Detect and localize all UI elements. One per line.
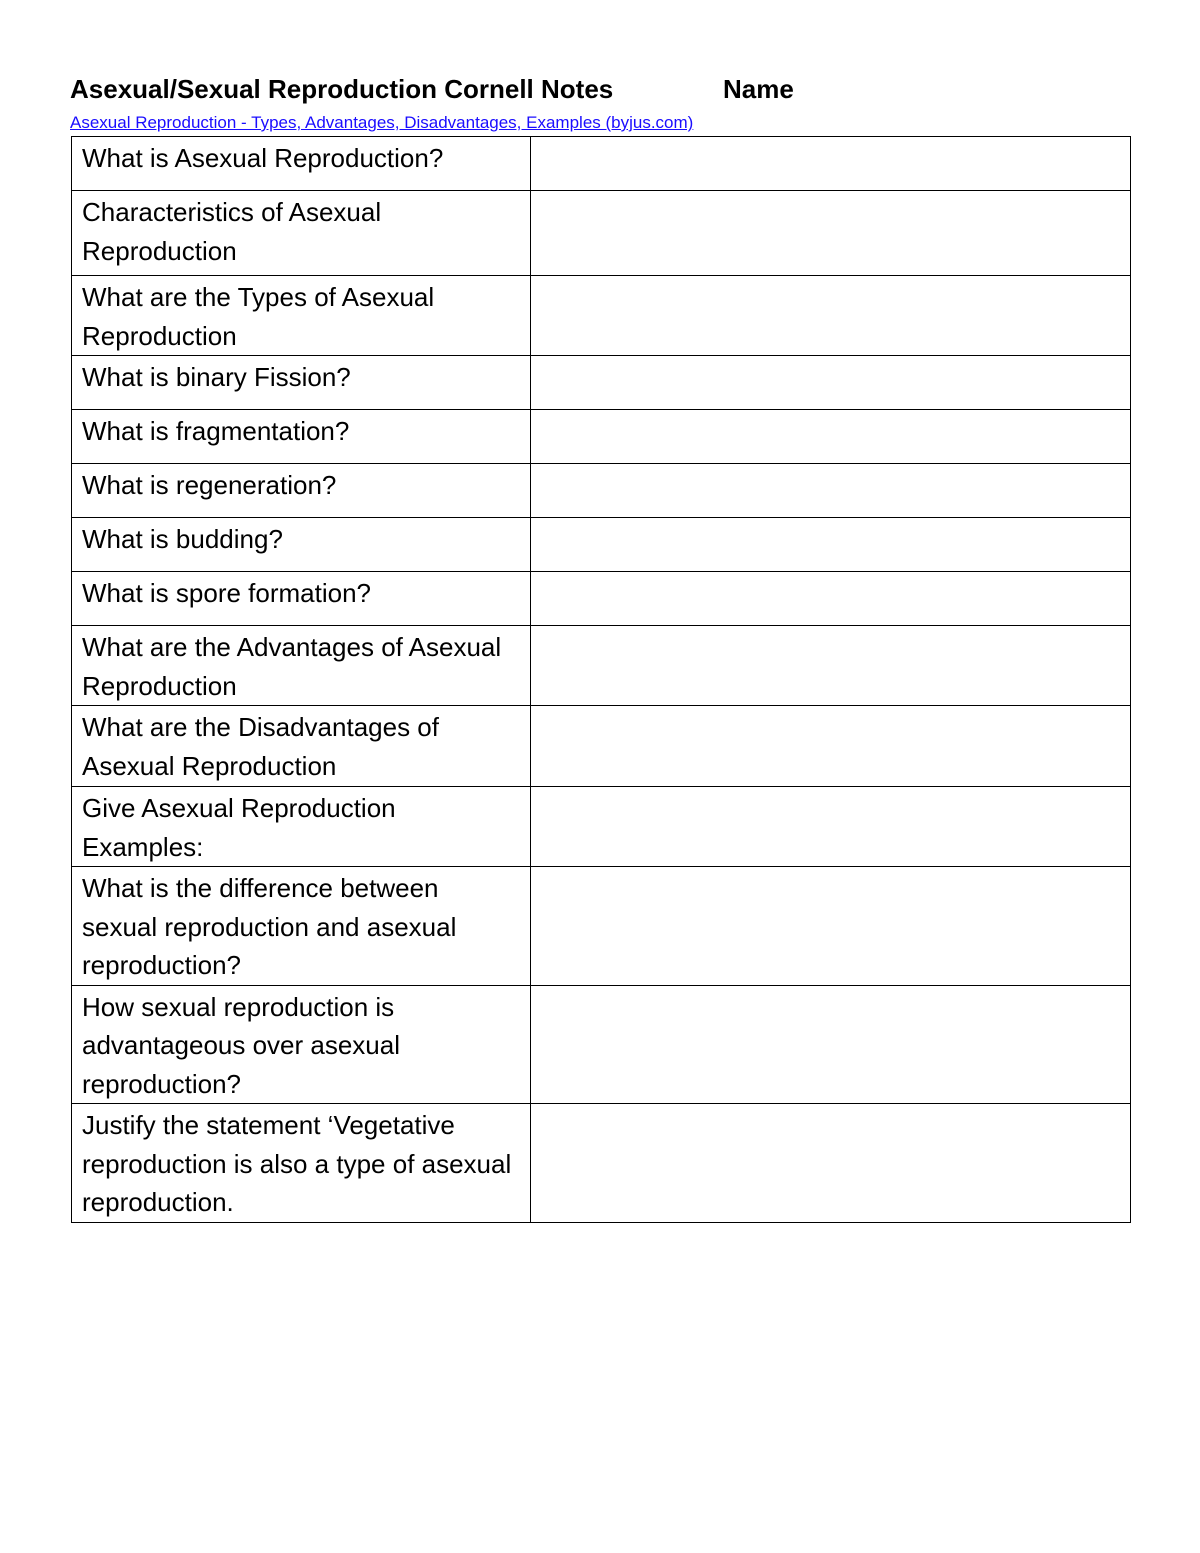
question-cell: What are the Advantages of Asexual Reproduction bbox=[72, 626, 531, 706]
question-cell: What is the difference between sexual reproduction and asexual reproduction? bbox=[72, 867, 531, 986]
table-row bbox=[72, 626, 1131, 706]
answer-cell[interactable] bbox=[531, 706, 1131, 787]
table-row bbox=[72, 356, 1131, 410]
question-cell: Justify the statement ‘Vegetative reproduction is also a type of asexual reproduction. bbox=[72, 1104, 531, 1223]
page-title: Asexual/Sexual Reproduction Cornell Notes bbox=[70, 74, 614, 104]
question-cell: What is binary Fission? bbox=[72, 356, 531, 410]
question-cell: What is spore formation? bbox=[72, 572, 531, 626]
answer-cell[interactable] bbox=[531, 867, 1131, 986]
question-cell: How sexual reproduction is advantageous over asexual reproduction? bbox=[72, 985, 531, 1104]
table-row bbox=[72, 572, 1131, 626]
answer-cell[interactable] bbox=[531, 1104, 1131, 1223]
cornell-notes-table bbox=[71, 136, 1131, 1223]
question-cell: What is fragmentation? bbox=[72, 410, 531, 464]
table-row bbox=[72, 706, 1131, 787]
table-row bbox=[72, 137, 1131, 191]
answer-cell[interactable] bbox=[531, 985, 1131, 1104]
answer-cell[interactable] bbox=[531, 518, 1131, 572]
answer-cell[interactable] bbox=[531, 787, 1131, 867]
table-row bbox=[72, 985, 1131, 1104]
table-row bbox=[72, 518, 1131, 572]
table-row bbox=[72, 787, 1131, 867]
question-cell: What is Asexual Reproduction? bbox=[72, 137, 531, 191]
question-cell: What are the Disadvantages of Asexual Reproduction bbox=[72, 706, 531, 787]
source-link[interactable]: Asexual Reproduction - Types, Advantages, Disadvantages, Examples (byjus.com) bbox=[70, 113, 694, 132]
table-row bbox=[72, 464, 1131, 518]
answer-cell[interactable] bbox=[531, 137, 1131, 191]
table-row bbox=[72, 867, 1131, 986]
answer-cell[interactable] bbox=[531, 276, 1131, 356]
table-row bbox=[72, 191, 1131, 276]
answer-cell[interactable] bbox=[531, 410, 1131, 464]
question-cell: Characteristics of Asexual Reproduction bbox=[72, 191, 531, 276]
table-row bbox=[72, 1104, 1131, 1223]
answer-cell[interactable] bbox=[531, 464, 1131, 518]
question-cell: What is regeneration? bbox=[72, 464, 531, 518]
question-cell: Give Asexual Reproduction Examples: bbox=[72, 787, 531, 867]
name-label: Name bbox=[723, 74, 794, 104]
answer-cell[interactable] bbox=[531, 191, 1131, 276]
question-cell: What is budding? bbox=[72, 518, 531, 572]
document-header bbox=[70, 74, 1130, 110]
answer-cell[interactable] bbox=[531, 572, 1131, 626]
question-cell: What are the Types of Asexual Reproduction bbox=[72, 276, 531, 356]
table-row bbox=[72, 410, 1131, 464]
answer-cell[interactable] bbox=[531, 356, 1131, 410]
answer-cell[interactable] bbox=[531, 626, 1131, 706]
table-row bbox=[72, 276, 1131, 356]
